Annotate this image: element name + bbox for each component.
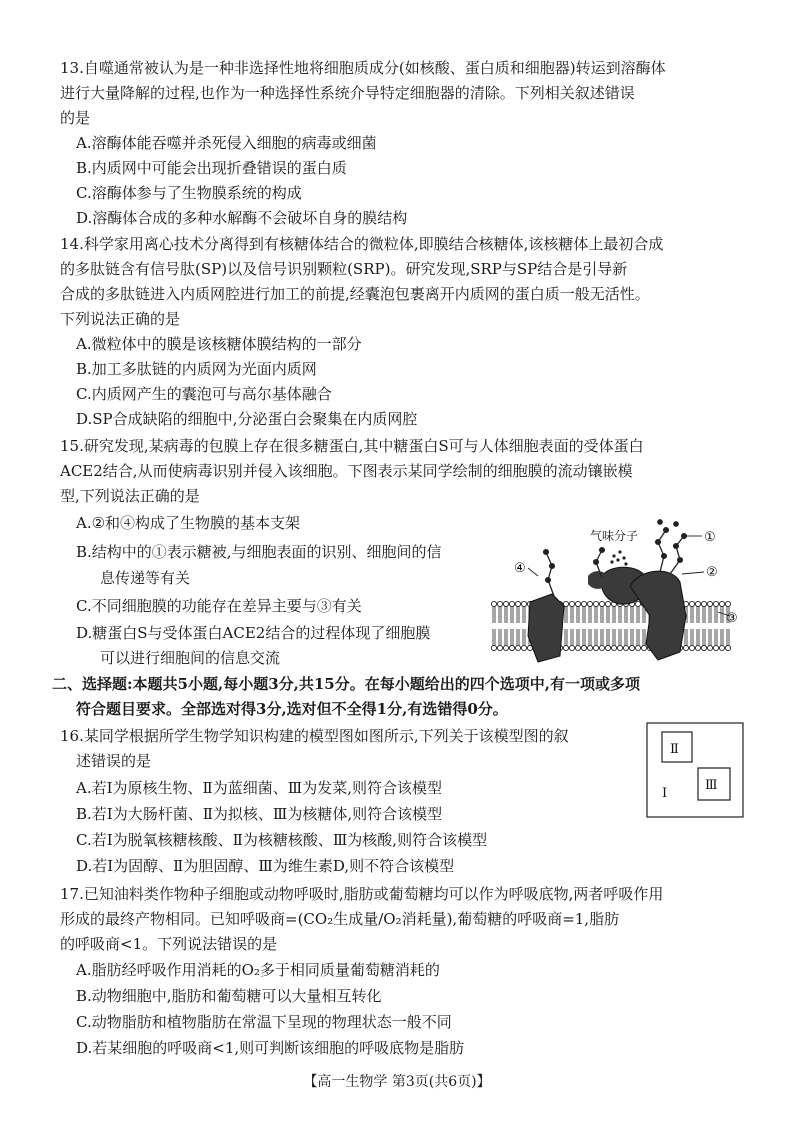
question-text: 的是 xyxy=(60,109,91,127)
option-a: A.微粒体中的膜是该核糖体膜结构的一部分 xyxy=(76,335,362,353)
question-text: 的多肽链含有信号肽(SP)以及信号识别颗粒(SRP)。研究发现,SRP与SP结合是引导新 xyxy=(60,260,628,278)
option-d-continued: 可以进行细胞间的信息交流 xyxy=(100,649,281,667)
option-c: C.不同细胞膜的功能存在差异主要与③有关 xyxy=(76,597,362,615)
option-a: A.脂肪经呼吸作用消耗的O₂多于相同质量葡萄糖消耗的 xyxy=(76,961,440,979)
question-text: ACE2结合,从而使病毒识别并侵入该细胞。下图表示某同学绘制的细胞膜的流动镶嵌模 xyxy=(60,462,633,480)
page-footer: 【高一生物学 第3页(共6页)】 xyxy=(303,1074,491,1090)
option-b: B.动物细胞中,脂肪和葡萄糖可以大量相互转化 xyxy=(76,987,382,1005)
option-d: D.SP合成缺陷的细胞中,分泌蛋白会聚集在内质网腔 xyxy=(76,410,418,428)
question-text: 15.研究发现,某病毒的包膜上存在很多糖蛋白,其中糖蛋白S可与人体细胞表面的受体蛋白 xyxy=(60,437,644,455)
question-text: 型,下列说法正确的是 xyxy=(60,487,200,505)
option-d: D.糖蛋白S与受体蛋白ACE2结合的过程体现了细胞膜 xyxy=(76,624,431,642)
question-text: 述错误的是 xyxy=(76,752,152,770)
channel-protein xyxy=(528,594,564,662)
option-a: A.若Ⅰ为原核生物、Ⅱ为蓝细菌、Ⅲ为发菜,则符合该模型 xyxy=(76,779,442,797)
question-text: 下列说法正确的是 xyxy=(60,310,181,328)
question-text: 13.自噬通常被认为是一种非选择性地将细胞质成分(如核酸、蛋白质和细胞器)转运到溶酶体 xyxy=(60,59,666,77)
option-b: B.内质网中可能会出现折叠错误的蛋白质 xyxy=(76,159,347,177)
marker-1: ① xyxy=(704,530,716,545)
option-c: C.内质网产生的囊泡可与高尔基体融合 xyxy=(76,385,332,403)
question-text: 16.某同学根据所学生物学知识构建的模型图如图所示,下列关于该模型图的叙 xyxy=(60,727,569,745)
option-c: C.若Ⅰ为脱氧核糖核酸、Ⅱ为核糖核酸、Ⅲ为核酸,则符合该模型 xyxy=(76,831,488,849)
cell-membrane-figure xyxy=(490,516,740,666)
option-d: D.溶酶体合成的多种水解酶不会破坏自身的膜结构 xyxy=(76,209,408,227)
marker-2: ② xyxy=(706,565,718,580)
option-a: A.溶酶体能吞噬并杀死侵入细胞的病毒或细菌 xyxy=(76,134,377,152)
question-text: 进行大量降解的过程,也作为一种选择性系统介导特定细胞器的清除。下列相关叙述错误 xyxy=(60,84,635,102)
option-b: B.加工多肽链的内质网为光面内质网 xyxy=(76,360,317,378)
option-b: B.结构中的①表示糖被,与细胞表面的识别、细胞间的信 xyxy=(76,543,442,561)
nested-set-model-figure xyxy=(646,722,744,818)
section-instructions: 符合题目要求。全部选对得3分,选对但不全得1分,有选错得0分。 xyxy=(76,700,508,718)
option-d: D.若Ⅰ为固醇、Ⅱ为胆固醇、Ⅲ为维生素D,则不符合该模型 xyxy=(76,857,455,875)
option-a: A.②和④构成了生物膜的基本支架 xyxy=(76,514,301,532)
odor-molecules xyxy=(610,550,627,565)
marker-3: ③ xyxy=(726,611,738,626)
question-text: 的呼吸商<1。下列说法错误的是 xyxy=(60,935,278,953)
label-III: Ⅲ xyxy=(705,778,718,793)
option-d: D.若某细胞的呼吸商<1,则可判断该细胞的呼吸底物是脂肪 xyxy=(76,1039,465,1057)
question-text: 14.科学家用离心技术分离得到有核糖体结合的微粒体,即膜结合核糖体,该核糖体上最初合成 xyxy=(60,235,664,253)
odor-molecule-label: 气味分子 xyxy=(590,529,639,543)
question-text: 形成的最终产物相同。已知呼吸商=(CO₂生成量/O₂消耗量),葡萄糖的呼吸商=1,脂肪 xyxy=(60,910,620,928)
question-text: 合成的多肽链进入内质网腔进行加工的前提,经囊泡包裹离开内质网的蛋白质一般无活性。 xyxy=(60,285,650,303)
label-I: Ⅰ xyxy=(662,786,668,801)
option-b-continued: 息传递等有关 xyxy=(100,569,191,587)
option-b: B.若Ⅰ为大肠杆菌、Ⅱ为拟核、Ⅲ为核糖体,则符合该模型 xyxy=(76,805,443,823)
marker-4: ④ xyxy=(514,561,526,576)
protein-small xyxy=(588,571,608,589)
option-c: C.动物脂肪和植物脂肪在常温下呈现的物理状态一般不同 xyxy=(76,1013,452,1031)
phospholipid-bilayer xyxy=(491,601,730,650)
label-II: Ⅱ xyxy=(670,742,679,757)
option-c: C.溶酶体参与了生物膜系统的构成 xyxy=(76,184,302,202)
question-text: 17.已知油料类作物种子细胞或动物呼吸时,脂肪或葡萄糖均可以作为呼吸底物,两者呼吸作用 xyxy=(60,885,664,903)
section-title: 二、选择题:本题共5小题,每小题3分,共15分。在每小题给出的四个选项中,有一项或多项 xyxy=(52,675,640,693)
